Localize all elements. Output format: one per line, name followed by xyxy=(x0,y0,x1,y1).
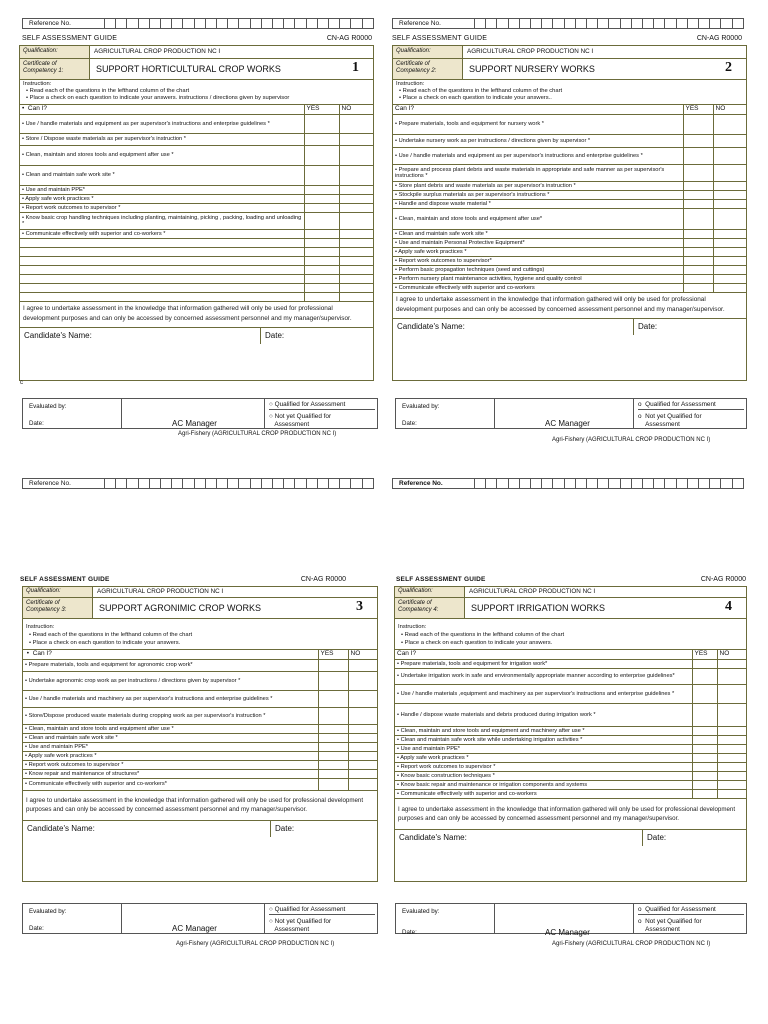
no-cell[interactable] xyxy=(713,239,746,248)
table-row: • Know basic construction techniques * xyxy=(395,772,746,781)
yes-cell[interactable] xyxy=(683,239,713,248)
empty-row xyxy=(20,248,373,257)
agreement-text: I agree to undertake assessment in the knowledge that information gathered will only be used for professional development purposes and can only be accessed by concerned assessment personnel and my manager/supervisor. xyxy=(23,791,377,821)
yes-cell[interactable] xyxy=(683,165,713,182)
ac-manager-label: AC Manager xyxy=(172,419,217,428)
no-cell[interactable] xyxy=(348,708,377,725)
yes-cell[interactable] xyxy=(683,266,713,275)
evaluation-box-2 xyxy=(395,398,747,429)
ac-manager-label: AC Manager xyxy=(545,419,590,428)
qualification-label: Qualification: xyxy=(393,46,463,58)
no-cell[interactable] xyxy=(717,736,746,745)
table-row: • Store/Dispose produced waste materials during cropping work as per supervisor's instruction * xyxy=(23,708,377,725)
candidate-row xyxy=(395,830,746,846)
no-cell[interactable] xyxy=(713,257,746,266)
yes-cell[interactable] xyxy=(304,195,339,204)
table-row: • Store plant debris and waste materials as per supervisor's instruction * xyxy=(393,182,746,191)
qualification-row xyxy=(393,46,746,59)
yes-header: YES xyxy=(318,650,348,660)
table-row: • Apply safe work practices * xyxy=(20,195,373,204)
no-cell[interactable] xyxy=(717,745,746,754)
table-row: • Communicate effectively with superior and co-workers xyxy=(395,790,746,799)
competency-row xyxy=(23,598,377,619)
sheet-number: 4 xyxy=(725,599,732,614)
yes-cell[interactable] xyxy=(683,200,713,209)
yes-cell[interactable] xyxy=(683,248,713,257)
empty-row xyxy=(20,284,373,293)
yes-cell[interactable] xyxy=(318,708,348,725)
yes-header: YES xyxy=(692,650,717,660)
table-header xyxy=(20,105,373,115)
no-cell[interactable] xyxy=(713,266,746,275)
table-row: • Report work outcomes to supervisor * xyxy=(395,763,746,772)
evaluator-cell[interactable] xyxy=(396,904,495,936)
eval-date-label: Date: xyxy=(402,420,417,427)
no-header: NO xyxy=(348,650,377,660)
empty-row xyxy=(20,257,373,266)
yes-cell[interactable] xyxy=(304,213,339,230)
table-row: • Handle / dispose waste materials and debris produced during irrigation work * xyxy=(395,704,746,727)
evaluated-by-label: Evaluated by: xyxy=(402,403,440,410)
reference-label: Reference No. xyxy=(23,19,105,28)
eval-date-label: Date: xyxy=(29,420,44,427)
no-cell[interactable] xyxy=(348,779,377,791)
qualification-value: AGRICULTURAL CROP PRODUCTION NC I xyxy=(467,48,594,55)
candidate-row xyxy=(23,821,377,837)
guide-title: SELF ASSESSMENT GUIDE xyxy=(396,576,486,583)
table-header xyxy=(393,105,746,115)
agreement-text: I agree to undertake assessment in the knowledge that information gathered will only be used for professional development purposes and can only be accessed by concerned assessment personnel and my manager/supervisor. xyxy=(395,799,746,830)
qualified-option[interactable]: ○ Qualified for Assessment xyxy=(269,906,375,915)
yes-cell[interactable] xyxy=(318,743,348,752)
table-row: • Undertake agronomic crop work as per instructions / directions given by supervisor * xyxy=(23,672,377,691)
qualification-value: AGRICULTURAL CROP PRODUCTION NC I xyxy=(97,588,224,595)
table-row: • Clean, maintain and store tools and equipment after use* xyxy=(393,209,746,230)
evaluated-by-label: Evaluated by: xyxy=(402,908,440,915)
yes-cell[interactable] xyxy=(318,691,348,708)
qualification-label: Qualification: xyxy=(23,587,93,597)
yes-cell[interactable] xyxy=(683,182,713,191)
instruction-label: Instruction: xyxy=(23,81,52,87)
table-row: • Use / handle materials and equipment as per supervisor's instructions and enterprise guidelines * xyxy=(393,148,746,165)
candidate-row xyxy=(393,319,746,335)
ac-manager-label: AC Manager xyxy=(545,928,590,937)
assessment-sheet-3 xyxy=(22,586,378,882)
yes-cell[interactable] xyxy=(683,135,713,148)
sheet-header-2 xyxy=(392,34,744,44)
no-cell[interactable] xyxy=(713,182,746,191)
footer-text: Agri-Fishery (AGRICULTURAL CROP PRODUCTION NC I) xyxy=(178,431,337,437)
footer-text: Agri-Fishery (AGRICULTURAL CROP PRODUCTION NC I) xyxy=(552,941,711,947)
instruction-item: • Read each of the questions in the lefthand column of the chart xyxy=(29,632,193,638)
empty-row xyxy=(20,266,373,275)
evaluated-by-label: Evaluated by: xyxy=(29,403,67,410)
candidate-name-field[interactable]: Candidate's Name: xyxy=(27,824,95,833)
instruction-item: • Place a check on each question to indicate your answers.. xyxy=(399,95,552,101)
empty-row xyxy=(20,275,373,284)
guide-title: SELF ASSESSMENT GUIDE xyxy=(392,35,488,42)
qualification-options xyxy=(634,399,746,428)
form-code: CN-AG R0000 xyxy=(326,35,372,42)
table-row: • Clean and maintain safe work site * xyxy=(23,734,377,743)
candidate-name-field[interactable]: Candidate's Name: xyxy=(399,833,467,842)
yes-header: YES xyxy=(304,105,339,115)
no-cell[interactable] xyxy=(339,146,373,166)
sheet-header-1 xyxy=(22,34,374,44)
table-row: • Use and maintain PPE* xyxy=(20,186,373,195)
no-cell[interactable] xyxy=(348,672,377,691)
no-cell[interactable] xyxy=(713,191,746,200)
no-cell[interactable] xyxy=(717,660,746,669)
table-row: • Communicate effectively with superior and co-workers* xyxy=(23,779,377,791)
competency-title: SUPPORT AGRONIMIC CROP WORKS xyxy=(99,603,262,613)
yes-cell[interactable] xyxy=(318,734,348,743)
competency-row xyxy=(393,59,746,80)
no-cell[interactable] xyxy=(713,248,746,257)
no-cell[interactable] xyxy=(717,790,746,799)
yes-cell[interactable] xyxy=(692,754,717,763)
evaluation-box-3 xyxy=(22,903,378,934)
yes-cell[interactable] xyxy=(318,770,348,779)
no-cell[interactable] xyxy=(717,754,746,763)
yes-cell[interactable] xyxy=(692,727,717,736)
competency-label: Certificate of Competency 2: xyxy=(393,59,463,79)
table-row: • Handle and dispose waste material * xyxy=(393,200,746,209)
yes-cell[interactable] xyxy=(692,704,717,727)
sheet-number: 1 xyxy=(352,60,359,75)
reference-label: Reference No. xyxy=(393,19,475,28)
table-row: • Clean, maintain and store tools and equipment after use * xyxy=(23,725,377,734)
no-cell[interactable] xyxy=(339,204,373,213)
evaluation-box-1 xyxy=(22,398,378,429)
table-row: • Apply safe work practices * xyxy=(393,248,746,257)
reference-number-bar-2 xyxy=(392,18,744,29)
yes-cell[interactable] xyxy=(318,672,348,691)
checklist-table xyxy=(20,105,373,302)
evaluator-cell[interactable] xyxy=(23,904,122,933)
evaluator-cell[interactable] xyxy=(23,399,122,428)
assessment-sheet-2 xyxy=(392,45,747,381)
yes-cell[interactable] xyxy=(692,736,717,745)
guide-title: SELF ASSESSMENT GUIDE xyxy=(20,576,110,583)
table-row: • Use / handle materials and equipment as per supervisor's instructions and enterprise guidelines * xyxy=(20,115,373,134)
table-row: • Report work outcomes to supervisor * xyxy=(20,204,373,213)
table-row: • Undertake irrigation work in safe and environmentally appropriate manner according to enterprise guidelines* xyxy=(395,669,746,685)
candidate-date-field[interactable]: Date: xyxy=(260,328,373,344)
no-cell[interactable] xyxy=(713,209,746,230)
competency-row xyxy=(20,59,373,80)
competency-title: SUPPORT NURSERY WORKS xyxy=(469,64,595,74)
no-cell[interactable] xyxy=(717,763,746,772)
table-row: • Communicate effectively with superior and co-workers * xyxy=(20,230,373,239)
guide-title: SELF ASSESSMENT GUIDE xyxy=(22,35,118,42)
instruction-item: • Read each of the questions in the lefthand column of the chart xyxy=(401,632,565,638)
table-row: • Perform nursery plant maintenance activities, hygiene and quality control xyxy=(393,275,746,284)
table-row: • Undertake nursery work as per instructions / directions given by supervisor * xyxy=(393,135,746,148)
not-qualified-option[interactable]: o Not yet Qualified for Assessment xyxy=(638,413,702,428)
yes-cell[interactable] xyxy=(692,790,717,799)
competency-label: Certificate of Competency 3: xyxy=(23,598,93,618)
qualification-row xyxy=(395,587,746,598)
table-row: • Perform basic propagation techniques (seed and cuttings) xyxy=(393,266,746,275)
sheet-number: 2 xyxy=(725,60,732,75)
no-header: NO xyxy=(713,105,746,115)
sheet-number: 3 xyxy=(356,599,363,614)
table-row: • Use / handle materials ,equipment and machinery as per supervisor's instructions and enterprise guidelines * xyxy=(395,685,746,704)
not-qualified-option[interactable]: ○ Not yet Qualified for Assessment xyxy=(269,413,332,428)
instruction-label: Instruction: xyxy=(396,81,425,87)
table-row: • Use and maintain PPE* xyxy=(395,745,746,754)
no-cell[interactable] xyxy=(348,761,377,770)
table-row: • Clean, maintain and store tools and equipment and machinery after use * xyxy=(395,727,746,736)
candidate-date-field[interactable]: Date: xyxy=(633,319,746,335)
instruction-item: • Place a check on each question to indicate your answers. instructions / directions given by supervisor xyxy=(26,95,290,101)
no-header: NO xyxy=(339,105,373,115)
no-cell[interactable] xyxy=(713,165,746,182)
manager-cell[interactable] xyxy=(495,904,634,937)
yes-cell[interactable] xyxy=(304,115,339,134)
yes-cell[interactable] xyxy=(304,134,339,146)
no-cell[interactable] xyxy=(713,284,746,293)
yes-cell[interactable] xyxy=(683,209,713,230)
competency-row xyxy=(395,598,746,619)
no-cell[interactable] xyxy=(717,704,746,727)
competency-title: SUPPORT IRRIGATION WORKS xyxy=(471,603,606,613)
instructions xyxy=(395,619,746,650)
qualified-option[interactable]: o Qualified for Assessment xyxy=(638,906,744,915)
competency-label: Certificate of Competency 1: xyxy=(20,59,90,79)
yes-cell[interactable] xyxy=(692,745,717,754)
table-row: • Use and maintain PPE* xyxy=(23,743,377,752)
qualification-value: AGRICULTURAL CROP PRODUCTION NC I xyxy=(94,48,221,55)
empty-row xyxy=(20,239,373,248)
qualification-options xyxy=(634,904,746,933)
table-row: • Use and maintain Personal Protective Equipment* xyxy=(393,239,746,248)
manager-cell[interactable] xyxy=(122,904,265,933)
yes-cell[interactable] xyxy=(304,186,339,195)
eval-date-label: Date: xyxy=(29,925,44,932)
table-row: • Prepare materials, tools and equipment for irrigation work* xyxy=(395,660,746,669)
instruction-item: • Place a check on each question to indicate your answers. xyxy=(401,640,553,646)
can-i-header: Can I? xyxy=(393,105,683,115)
manager-cell[interactable] xyxy=(495,399,634,428)
evaluation-box-4 xyxy=(395,903,747,937)
reference-boxes[interactable] xyxy=(475,19,743,28)
instruction-item: • Read each of the questions in the lefthand column of the chart xyxy=(26,88,190,94)
yes-cell[interactable] xyxy=(683,191,713,200)
yes-cell[interactable] xyxy=(683,275,713,284)
reference-number-bar-4 xyxy=(392,478,744,489)
sheet-header-4 xyxy=(396,575,748,585)
instruction-label: Instruction: xyxy=(26,624,55,630)
evaluator-cell[interactable] xyxy=(396,399,495,428)
yes-cell[interactable] xyxy=(318,725,348,734)
no-cell[interactable] xyxy=(717,781,746,790)
instruction-item: • Place a check on each question to indicate your answers. xyxy=(29,640,181,646)
empty-row xyxy=(20,293,373,302)
candidate-date-field[interactable]: Date: xyxy=(270,821,377,837)
checklist-table xyxy=(395,650,746,799)
candidate-name-field[interactable]: Candidate's Name: xyxy=(24,331,92,340)
table-row: • Use / handle materials and machinery as per supervisor's instructions and enterprise guidelines * xyxy=(23,691,377,708)
table-header xyxy=(395,650,746,660)
yes-cell[interactable] xyxy=(304,166,339,186)
reference-number-bar-3 xyxy=(22,478,374,489)
table-row: • Prepare materials, tools and equipment for agronomic crop work* xyxy=(23,660,377,672)
no-cell[interactable] xyxy=(717,669,746,685)
form-code: CN-AG R0000 xyxy=(696,35,742,42)
yes-cell[interactable] xyxy=(318,761,348,770)
table-row: • Prepare materials, tools and equipment for nursery work * xyxy=(393,115,746,135)
no-cell[interactable] xyxy=(348,660,377,672)
no-cell[interactable] xyxy=(348,734,377,743)
yes-cell[interactable] xyxy=(692,660,717,669)
eval-date-label: Date: xyxy=(402,929,417,936)
instruction-label: Instruction: xyxy=(398,624,427,630)
instruction-item: • Read each of the questions in the lefthand column of the chart xyxy=(399,88,563,94)
competency-label: Certificate of Competency 4: xyxy=(395,598,465,618)
qualification-options xyxy=(265,399,377,428)
can-i-header: • Can I? xyxy=(20,105,304,115)
footer-text: Agri-Fishery (AGRICULTURAL CROP PRODUCTION NC I) xyxy=(176,941,335,947)
reference-label: Reference No. xyxy=(393,479,475,488)
not-qualified-option[interactable]: ○ Not yet Qualified for Assessment xyxy=(269,918,332,933)
yes-cell[interactable] xyxy=(683,284,713,293)
yes-cell[interactable] xyxy=(304,204,339,213)
table-row: • Store / Dispose waste materials as per supervisor's instruction * xyxy=(20,134,373,146)
reference-boxes[interactable] xyxy=(105,479,373,488)
checklist-table xyxy=(23,650,377,791)
no-cell[interactable] xyxy=(339,166,373,186)
footer-text: Agri-Fishery (AGRICULTURAL CROP PRODUCTION NC I) xyxy=(552,437,711,443)
table-row: • Clean and maintain safe work site * xyxy=(393,230,746,239)
table-row: • Stockpile surplus materials as per supervisor's instructions * xyxy=(393,191,746,200)
no-cell[interactable] xyxy=(713,275,746,284)
yes-cell[interactable] xyxy=(692,772,717,781)
yes-cell[interactable] xyxy=(683,148,713,165)
reference-number-bar-1 xyxy=(22,18,374,29)
instructions xyxy=(393,80,746,105)
yes-header: YES xyxy=(683,105,713,115)
table-row: • Apply safe work practices * xyxy=(395,754,746,763)
assessment-sheet-1 xyxy=(19,45,374,381)
no-cell[interactable] xyxy=(348,752,377,761)
form-code: CN-AG R0000 xyxy=(300,576,346,583)
qualified-option[interactable]: ○ Qualified for Assessment xyxy=(269,401,375,410)
table-row: • Clean and maintain safe work site * xyxy=(20,166,373,186)
yes-cell[interactable] xyxy=(304,146,339,166)
no-cell[interactable] xyxy=(348,770,377,779)
reference-label: Reference No. xyxy=(23,479,105,488)
no-cell[interactable] xyxy=(348,743,377,752)
table-row: • Report work outcomes to supervisor * xyxy=(23,761,377,770)
yes-cell[interactable] xyxy=(683,230,713,239)
table-row: • Clean and maintain safe work site while undertaking irrigation activities * xyxy=(395,736,746,745)
table-row: • Clean, maintain and stores tools and equipment after use * xyxy=(20,146,373,166)
yes-cell[interactable] xyxy=(318,660,348,672)
no-cell[interactable] xyxy=(339,134,373,146)
yes-cell[interactable] xyxy=(318,779,348,791)
table-row: • Know repair and maintenance of structures* xyxy=(23,770,377,779)
can-i-header: Can I? xyxy=(395,650,692,660)
no-cell[interactable] xyxy=(348,691,377,708)
evaluated-by-label: Evaluated by: xyxy=(29,908,67,915)
no-cell[interactable] xyxy=(339,186,373,195)
yes-cell[interactable] xyxy=(692,781,717,790)
assessment-sheet-4 xyxy=(394,586,747,882)
table-row: • Prepare and process plant debris and waste materials in appropriate and safe manner as per supervisor's instructions * xyxy=(393,165,746,182)
agreement-text: I agree to undertake assessment in the knowledge that information gathered will only be used for professional development purposes and can only be accessed by concerned assessment personnel and my manager/supervisor. xyxy=(20,302,373,328)
qualification-row xyxy=(23,587,377,598)
form-code: CN-AG R0000 xyxy=(700,576,746,583)
no-header: NO xyxy=(717,650,746,660)
no-cell[interactable] xyxy=(348,725,377,734)
qualification-row xyxy=(20,46,373,59)
candidate-row xyxy=(20,328,373,344)
no-cell[interactable] xyxy=(339,213,373,230)
qualification-label: Qualification: xyxy=(395,587,465,597)
sheet-header-3 xyxy=(20,575,376,585)
table-row: • Apply safe work practices * xyxy=(23,752,377,761)
candidate-date-field[interactable]: Date: xyxy=(642,830,746,846)
table-row: • Know basic crop handling techniques including planting, maintaining, picking , packing, loading and unloading * xyxy=(20,213,373,230)
table-header xyxy=(23,650,377,660)
qualification-label: Qualification: xyxy=(20,46,90,58)
instructions xyxy=(20,80,373,105)
ac-manager-label: AC Manager xyxy=(172,924,217,933)
yes-cell[interactable] xyxy=(692,685,717,704)
no-cell[interactable] xyxy=(717,727,746,736)
qualified-option[interactable]: o Qualified for Assessment xyxy=(638,401,744,410)
no-cell[interactable] xyxy=(717,685,746,704)
no-cell[interactable] xyxy=(713,135,746,148)
no-cell[interactable] xyxy=(713,230,746,239)
not-qualified-option[interactable]: o Not yet Qualified for Assessment xyxy=(638,918,702,933)
yes-cell[interactable] xyxy=(692,763,717,772)
yes-cell[interactable] xyxy=(683,257,713,266)
instructions xyxy=(23,619,377,650)
yes-cell[interactable] xyxy=(318,752,348,761)
reference-boxes[interactable] xyxy=(105,19,373,28)
no-cell[interactable] xyxy=(339,195,373,204)
candidate-name-field[interactable]: Candidate's Name: xyxy=(397,322,465,331)
qualification-value: AGRICULTURAL CROP PRODUCTION NC I xyxy=(469,588,596,595)
table-row: • Know basic repair and maintenance or irrigation components and systems xyxy=(395,781,746,790)
competency-title: SUPPORT HORTICULTURAL CROP WORKS xyxy=(96,64,281,74)
can-i-header: • Can I? xyxy=(23,650,318,660)
manager-cell[interactable] xyxy=(122,399,265,428)
no-cell[interactable] xyxy=(717,772,746,781)
no-cell[interactable] xyxy=(339,230,373,239)
no-cell[interactable] xyxy=(339,115,373,134)
yes-cell[interactable] xyxy=(304,230,339,239)
checklist-table xyxy=(393,105,746,293)
table-row: • Report work outcomes to supervisor* xyxy=(393,257,746,266)
stray-mark: c xyxy=(20,380,23,386)
no-cell[interactable] xyxy=(713,200,746,209)
table-row: • Communicate effectively with superior and co-workers xyxy=(393,284,746,293)
yes-cell[interactable] xyxy=(683,115,713,135)
qualification-options xyxy=(265,904,377,933)
no-cell[interactable] xyxy=(713,115,746,135)
yes-cell[interactable] xyxy=(692,669,717,685)
agreement-text: I agree to undertake assessment in the knowledge that information gathered will only be used for professional development purposes and can only be accessed by concerned assessment personnel and my manager/supervisor. xyxy=(393,293,746,319)
no-cell[interactable] xyxy=(713,148,746,165)
reference-boxes[interactable] xyxy=(475,479,743,488)
